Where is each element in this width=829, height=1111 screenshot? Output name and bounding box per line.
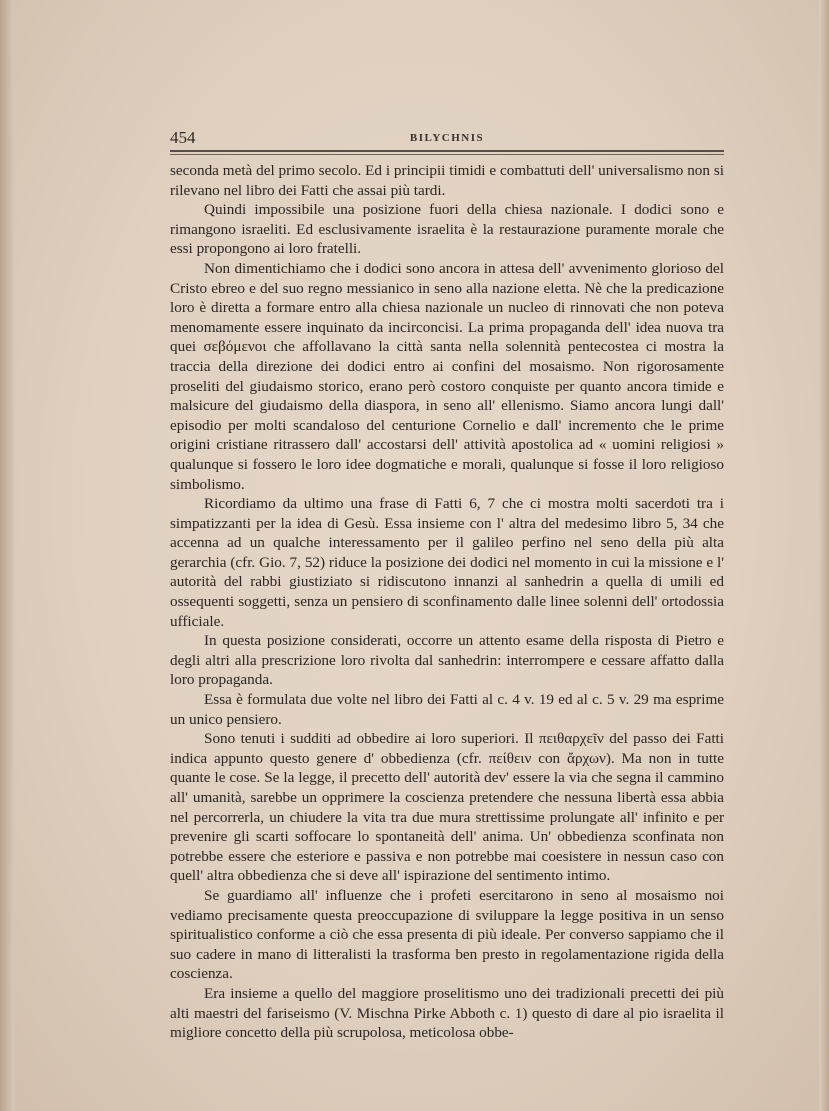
page-edge-right bbox=[819, 0, 829, 1111]
paragraph-1: seconda metà del primo secolo. Ed i principii timidi e combattuti dell' universalismo non si rilevano nel libro dei Fatti che assai più tardi. bbox=[170, 162, 724, 199]
page-edge-left bbox=[0, 0, 14, 1111]
header-rule-thin bbox=[170, 154, 724, 155]
running-title: BILYCHNIS bbox=[409, 132, 485, 144]
header-rule-thick bbox=[170, 150, 724, 152]
paragraph-5: In questa posizione considerati, occorre un attento esame della risposta di Pietro e degli altri alla prescrizione loro rivolta dal sanhedrin: interrompere e cessare affatto dalla loro propaganda. bbox=[170, 632, 724, 689]
paragraph-4: Ricordiamo da ultimo una frase di Fatti 6, 7 che ci mostra molti sacerdoti tra i simpatizzanti per la idea di Gesù. Essa insieme con l' altra del medesimo libro 5, 34 che accenna ad un qualche interessamento per il galileo perfino nel seno della più alta gerarchia (cfr. Gio. 7, 52) riduce la posizione dei dodici nel momento in cui la missione e l' autorità del rabbi giustiziato si ridiscutono innanzi al sanhedrin a quella di umili ed ossequenti soggetti, senza un pensiero di sconfinamento dalle linee solenni dell' ortodossia ufficiale. bbox=[170, 495, 724, 630]
paragraph-3: Non dimentichiamo che i dodici sono ancora in attesa dell' avvenimento glorioso del Cristo ebreo e del suo regno messianico in seno alla nazione eletta. Nè che la predicazione loro è diretta a formare entro alla chiesa nazionale un nucleo di rinnovati che non poteva menomamente essere inquinato da incirconcisi. La prima propaganda dell' idea nuova tra quei σεβόμενοι che affollavano la città santa nella solennità pentecostea ci mostra la traccia della direzione dei dodici entro ai confini del mosaismo. Non rigorosamente proseliti del giudaismo storico, erano però costoro conquiste per quanto ancora timide e malsicure del giudaismo della diaspora, in seno all' ellenismo. Siamo ancora lungi dall' episodio per molti scandaloso del centurione Cornelio e dall' incremento che le prime origini cristiane ritrassero dall' accostarsi dell' attività apostolica ad « uomini religiosi » qualunque si fossero le loro idee dogmatiche e morali, qualunque si fosse il loro religioso simbolismo. bbox=[170, 259, 724, 493]
paragraph-6: Essa è formulata due volte nel libro dei Fatti al c. 4 v. 19 ed al c. 5 v. 29 ma esprime un unico pensiero. bbox=[170, 691, 724, 728]
article-body bbox=[170, 161, 724, 1043]
page-number: 454 bbox=[170, 128, 196, 147]
paragraph-9: Era insieme a quello del maggiore proselitismo uno dei tradizionali precetti dei più alti maestri del fariseismo (V. Mischna Pirke Abboth c. 1) questo di dare al pio israelita il migliore concetto della più scrupolosa, meticolosa obbe- bbox=[170, 984, 724, 1042]
paragraph-8: Se guardiamo all' influenze che i profeti esercitarono in seno al mosaismo noi vediamo precisamente questa preoccupazione di sviluppare la legge positiva in un senso spiritualistico conforme a ciò che essa presenta di più ideale. Per converso sappiamo che il suo cadere in mano di litteralisti la trasforma ben presto in regolamentazione rigida della coscienza. bbox=[170, 886, 724, 983]
page-header bbox=[170, 128, 724, 150]
paragraph-7: Sono tenuti i sudditi ad obbedire ai loro superiori. Il πειθαρχεῖν del passo dei Fatti indica appunto questo genere d' obbedienza (cfr. πείθειν con ἄρχων). Ma non in tutte quante le cose. Se la legge, il precetto dell' autorità dev' essere la via che segna il cammino all' umanità, sarebbe un opprimere la coscienza pretendere che nessuna libertà essa abbia nel percorrerla, un chiudere la vita tra due mura strettissime prolungate all' infinito e per prevenire gli scarti soffocare lo spontaneità dell' anima. Un' obbedienza sconfinata non potrebbe essere che esteriore e passiva e non potrebbe mai coesistere in nessun caso con quell' altra obbedienza che si deve all' ispirazione del sentimento intimo. bbox=[170, 730, 724, 885]
paragraph-2: Quindi impossibile una posizione fuori della chiesa nazionale. I dodici sono e rimangono israeliti. Ed esclusivamente israelita è la restaurazione puramente morale che essi propongono ai loro fratelli. bbox=[170, 201, 724, 258]
